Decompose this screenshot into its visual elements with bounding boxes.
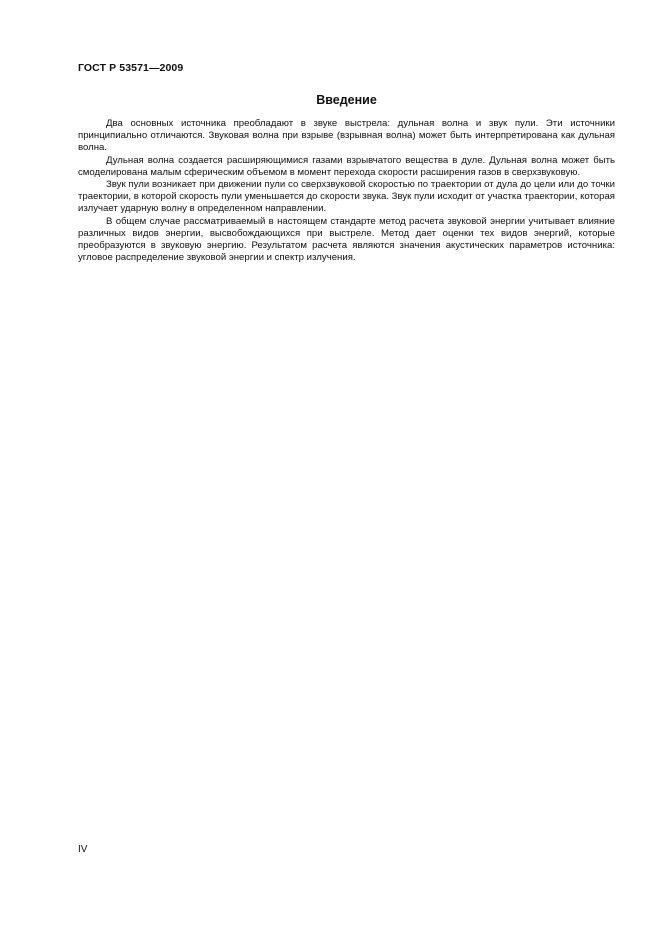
paragraph: Звук пули возникает при движении пули со сверхзвуковой скоростью по траектории от дула до цели или до точки траектории, в которой скорость пули уменьшается до скорости звука. Звук пули исходит от участка траектории, которая излучает ударную волну в определенном направлении.: [78, 179, 615, 215]
paragraph: В общем случае рассматриваемый в настоящем стандарте метод расчета звуковой энергии учитывает влияние различных видов энергии, высвобождающихся при выстреле. Метод дает оценки тех видов энергий, которые преобразуются в звуковую энергию. Результатом расчета являются значения акустических параметров источника: угловое распределение звуковой энергии и спектр излучения.: [78, 215, 615, 264]
section-title: Введение: [316, 93, 377, 107]
paragraph: Дульная волна создается расширяющимися газами взрывчатого вещества в дуле. Дульная волна может быть смоделирована малым сферическим объемом в момент перехода скорости расширения газов в сверхзвуковую.: [78, 154, 615, 178]
page-number: IV: [78, 844, 88, 855]
paragraph: Два основных источника преобладают в звуке выстрела: дульная волна и звук пули. Эти источники принципиально отличаются. Звуковая волна при взрыве (взрывная волна) может быть интерпретирована как дульная волна.: [78, 118, 615, 154]
standard-designation: ГОСТ Р 53571—2009: [78, 62, 184, 74]
introduction-body: [78, 118, 615, 264]
